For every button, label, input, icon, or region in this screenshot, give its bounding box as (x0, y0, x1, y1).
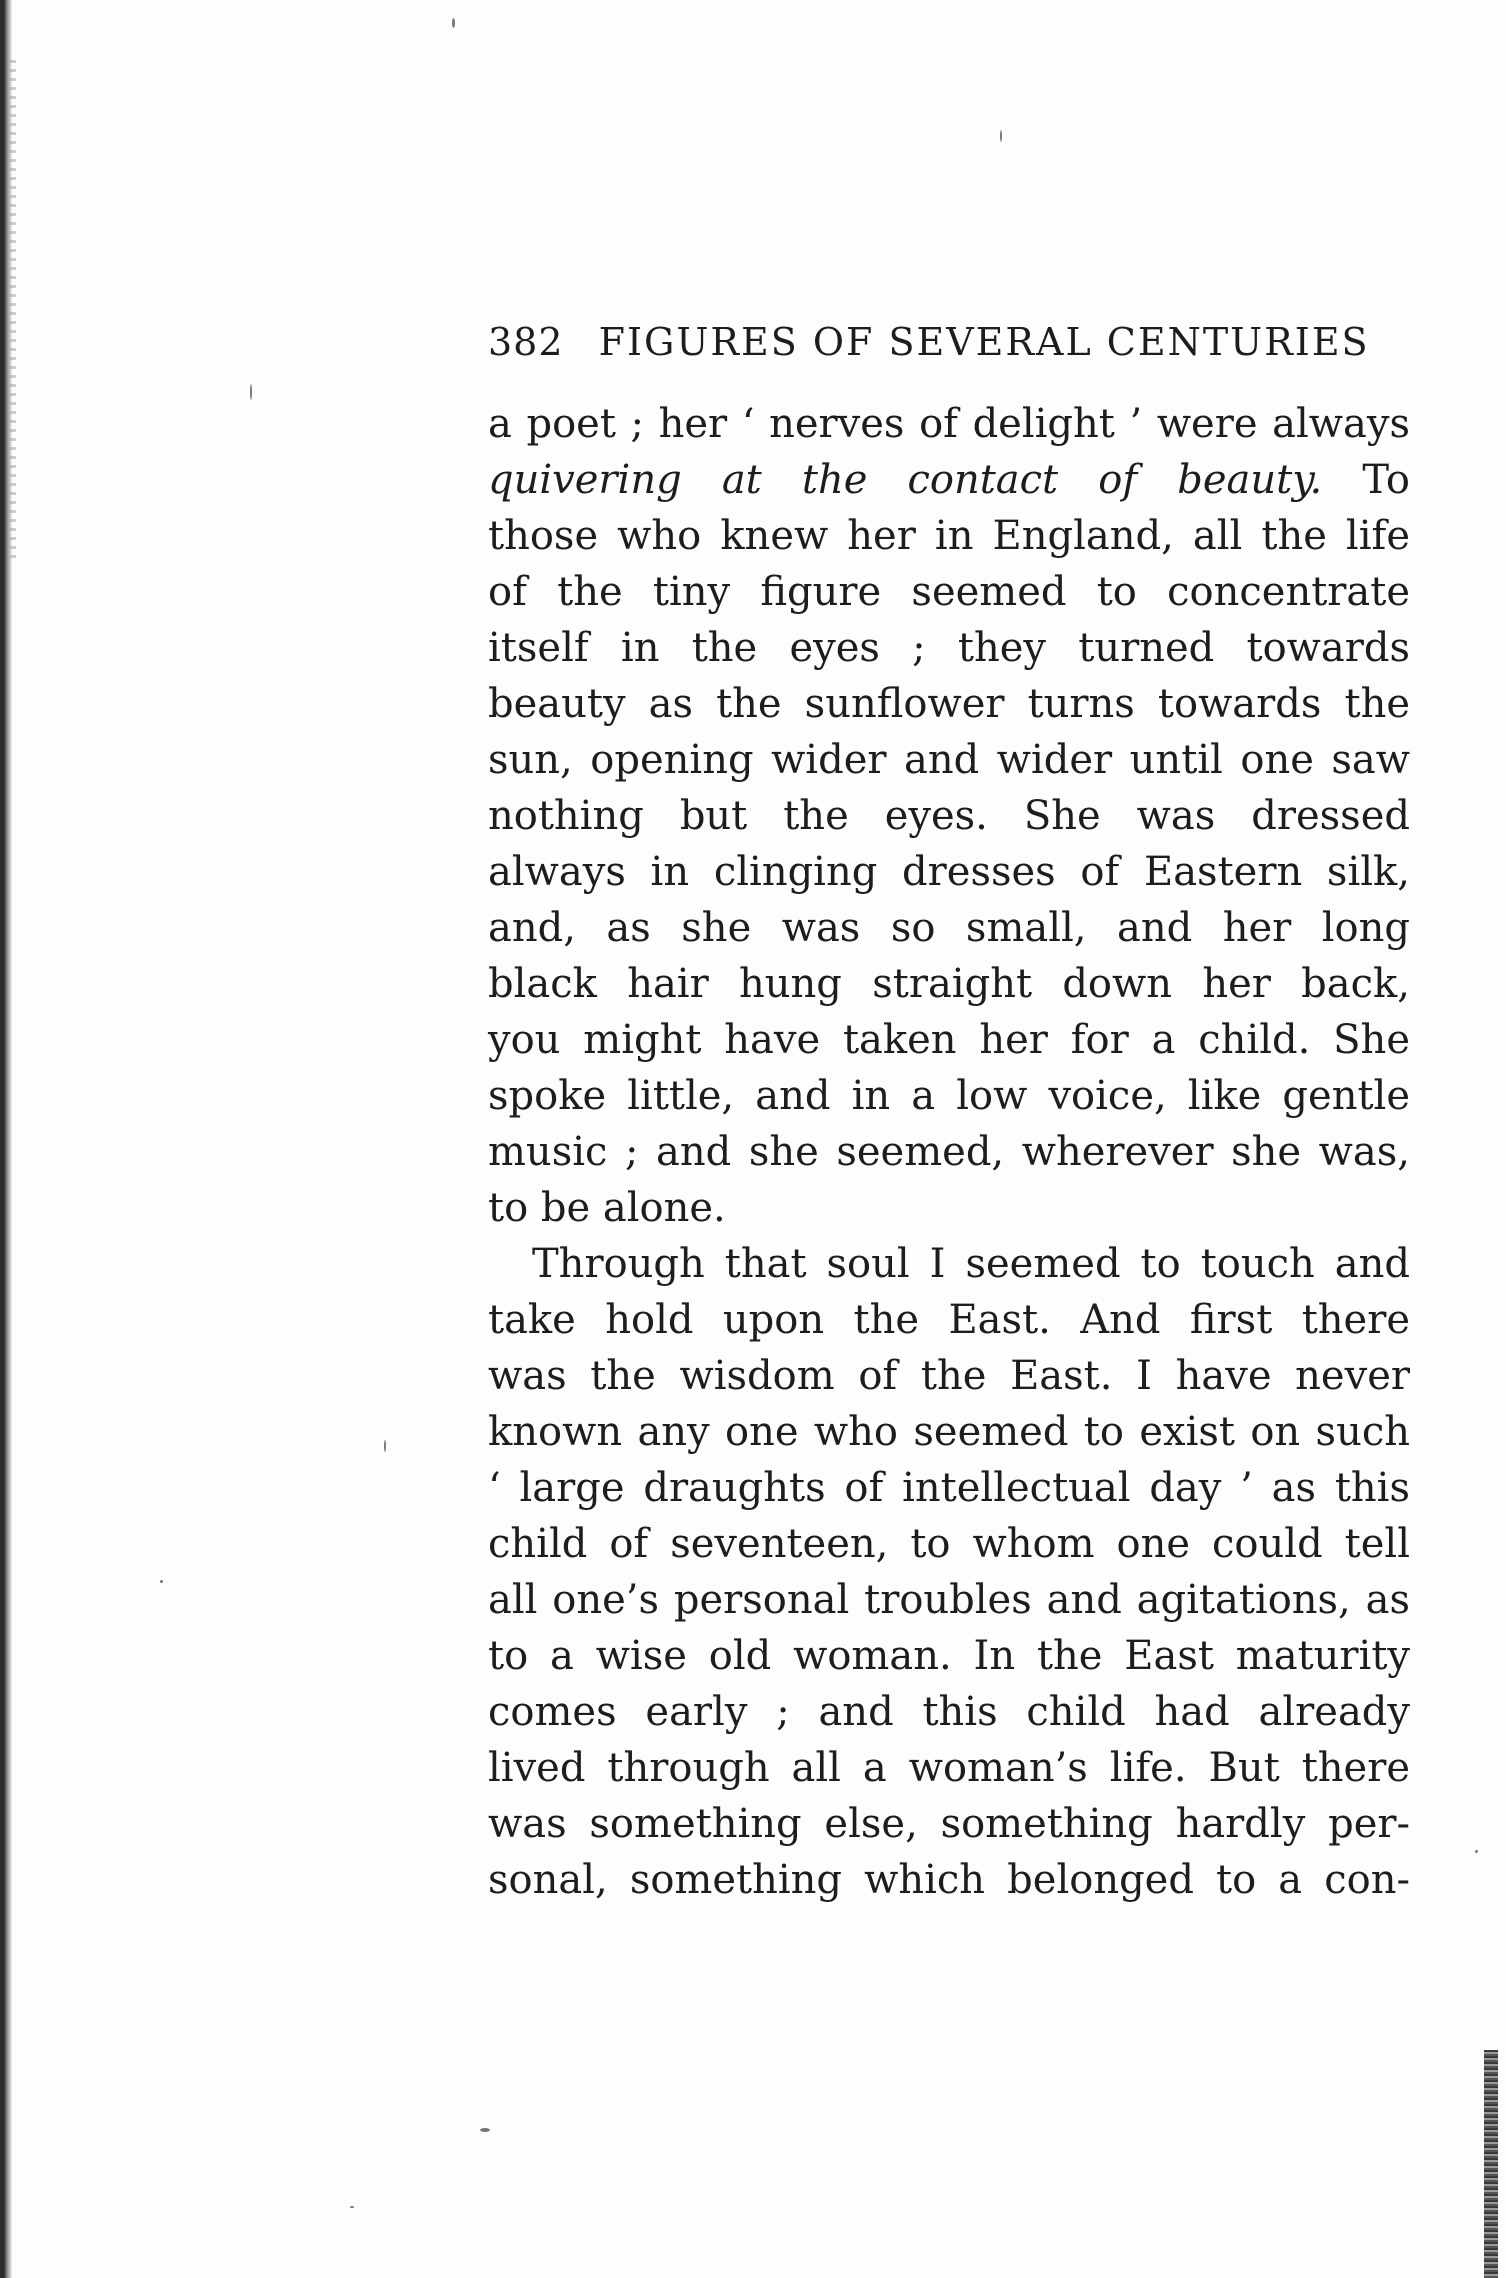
text-line: all one’s personal troubles and agitations, as (488, 1577, 1410, 1623)
text-line: take hold upon the East. And first there (488, 1297, 1410, 1343)
scan-edge-shadow (10, 60, 16, 560)
text-line: of the tiny figure seemed to concentrate (488, 569, 1410, 615)
text-line: lived through all a woman’s life. But there (488, 1745, 1410, 1791)
scan-edge-right (1484, 2050, 1498, 2278)
scan-speck (250, 384, 252, 400)
text-line: beauty as the sunflower turns towards the (488, 681, 1410, 727)
text-line: nothing but the eyes. She was dressed (488, 793, 1410, 839)
text-line: itself in the eyes ; they turned towards (488, 625, 1410, 671)
paragraph-start-line: Through that soul I seemed to touch and (532, 1241, 1410, 1287)
page-number: 382 (488, 320, 564, 364)
text-line: a poet ; her ‘ nerves of delight ’ were always (488, 401, 1410, 447)
body-text (488, 396, 1410, 1908)
scan-speck (1475, 1850, 1478, 1853)
scan-speck (384, 1440, 386, 1452)
text-line: known any one who seemed to exist on such (488, 1409, 1410, 1455)
paragraph-end-line: to be alone. (488, 1185, 726, 1231)
text-line: was the wisdom of the East. I have never (488, 1353, 1410, 1399)
scan-speck (160, 1580, 163, 1583)
text-line-with-italic (488, 452, 1410, 508)
text-line: those who knew her in England, all the life (488, 513, 1410, 559)
scan-speck (1000, 130, 1002, 142)
text-line: ‘ large draughts of intellectual day ’ as this (488, 1465, 1410, 1511)
text-line: sun, opening wider and wider until one saw (488, 737, 1410, 783)
text-line: music ; and she seemed, wherever she was, (488, 1129, 1410, 1175)
text-fragment: To (1362, 457, 1410, 503)
scan-speck (350, 2206, 354, 2208)
text-line: you might have taken her for a child. She (488, 1017, 1410, 1063)
text-line: was something else, something hardly per- (488, 1801, 1410, 1847)
text-line: and, as she was so small, and her long (488, 905, 1410, 951)
text-line: black hair hung straight down her back, (488, 961, 1410, 1007)
text-line: sonal, something which belonged to a con- (488, 1857, 1410, 1903)
text-line: to a wise old woman. In the East maturity (488, 1633, 1410, 1679)
text-line: comes early ; and this child had already (488, 1689, 1410, 1735)
running-title: FIGURES OF SEVERAL CENTURIES (598, 320, 1370, 364)
text-line: spoke little, and in a low voice, like gentle (488, 1073, 1410, 1119)
text-line: always in clinging dresses of Eastern silk, (488, 849, 1410, 895)
italic-phrase: quivering at the contact of beauty. (488, 457, 1323, 503)
scan-speck (480, 2128, 490, 2132)
running-header (488, 320, 1418, 370)
scan-speck (452, 18, 455, 28)
text-line: child of seventeen, to whom one could tell (488, 1521, 1410, 1567)
